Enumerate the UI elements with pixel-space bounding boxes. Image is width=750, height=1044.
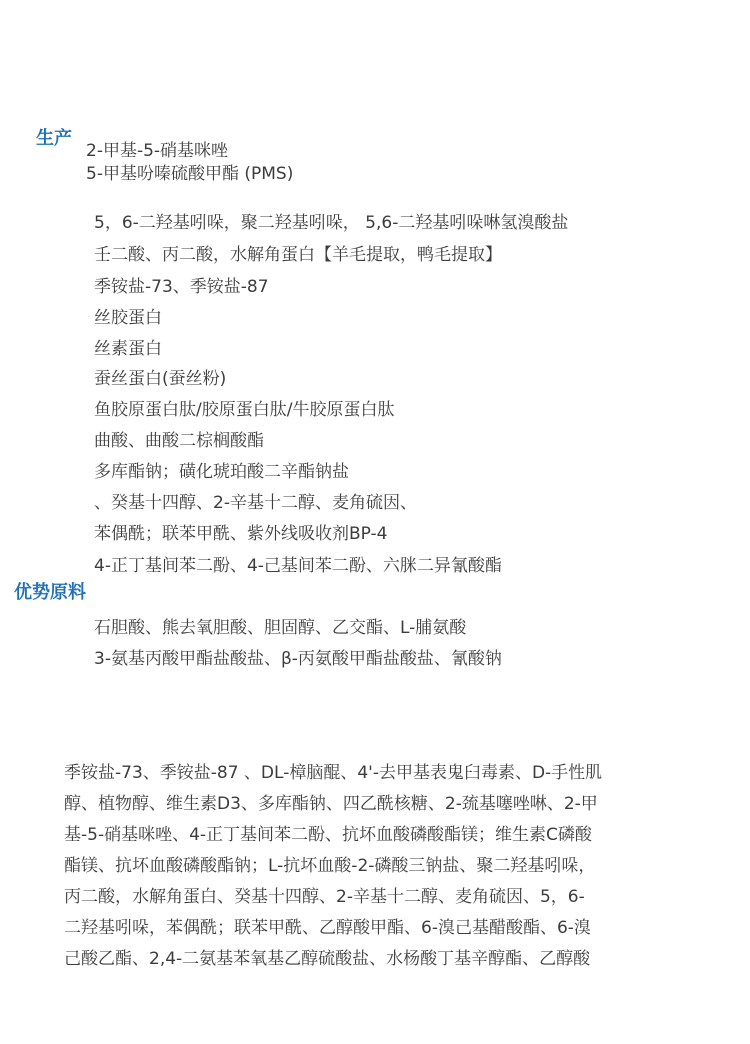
summary-line: 基-5-硝基咪唑、4-正丁基间苯二酚、抗坏血酸磷酸酯镁；维生素C磷酸 (64, 825, 592, 845)
summary-line: 醇、植物醇、维生素D3、多库酯钠、四乙酰核糖、2-巯基噻唑啉、2-甲 (64, 794, 598, 814)
product-item: 5，6-二羟基吲哚，聚二羟基吲哚， 5,6-二羟基吲哚啉氢溴酸盐 (94, 213, 569, 233)
product-item: 丝胶蛋白 (94, 308, 162, 328)
summary-line: 季铵盐-73、季铵盐-87 、DL-樟脑醌、4'-去甲基表鬼臼毒素、D-手性肌 (64, 763, 603, 783)
advantage-item-2: 3-氨基丙酸甲酯盐酸盐、β-丙氨酸甲酯盐酸盐、氰酸钠 (94, 649, 502, 669)
product-item: 壬二酸、丙二酸，水解角蛋白【羊毛提取，鸭毛提取】 (94, 245, 502, 265)
summary-line: 酯镁、抗坏血酸磷酸酯钠；L-抗坏血酸-2-磷酸三钠盐、聚二羟基吲哚， (64, 856, 596, 876)
summary-line: 丙二酸，水解角蛋白、癸基十四醇、2-辛基十二醇、麦角硫因、5，6- (64, 887, 585, 907)
product-item: 季铵盐-73、季铵盐-87 (94, 277, 269, 297)
summary-line: 己酸乙酯、2,4-二氨基苯氧基乙醇硫酸盐、水杨酸丁基辛醇酯、乙醇酸 (64, 949, 591, 969)
product-item: 曲酸、曲酸二棕榈酸酯 (94, 431, 264, 451)
product-item: 、癸基十四醇、2-辛基十二醇、麦角硫因、 (94, 493, 417, 513)
section-heading-production: 生产 (36, 128, 72, 149)
product-item: 蚕丝蛋白(蚕丝粉) (94, 369, 227, 389)
product-item: 苯偶酰；联苯甲酰、紫外线吸收剂BP-4 (94, 524, 388, 544)
product-item: 鱼胶原蛋白肽/胶原蛋白肽/牛胶原蛋白肽 (94, 400, 395, 420)
advantage-item-1: 石胆酸、熊去氧胆酸、胆固醇、乙交酯、L-脯氨酸 (94, 618, 467, 638)
production-item-1: 2-甲基-5-硝基咪唑 (86, 141, 229, 161)
summary-paragraph (64, 758, 690, 975)
production-item-2: 5-甲基吩嗪硫酸甲酯 (PMS) (86, 164, 294, 184)
product-item: 4-正丁基间苯二酚、4-己基间苯二酚、六脒二异氰酸酯 (94, 556, 502, 576)
product-item: 丝素蛋白 (94, 339, 162, 359)
summary-line: 二羟基吲哚，苯偶酰；联苯甲酰、乙醇酸甲酯、6-溴己基醋酸酯、6-溴 (64, 918, 591, 938)
product-item: 多库酯钠；磺化琥珀酸二辛酯钠盐 (94, 462, 349, 482)
section-heading-advantage: 优势原料 (14, 582, 86, 603)
